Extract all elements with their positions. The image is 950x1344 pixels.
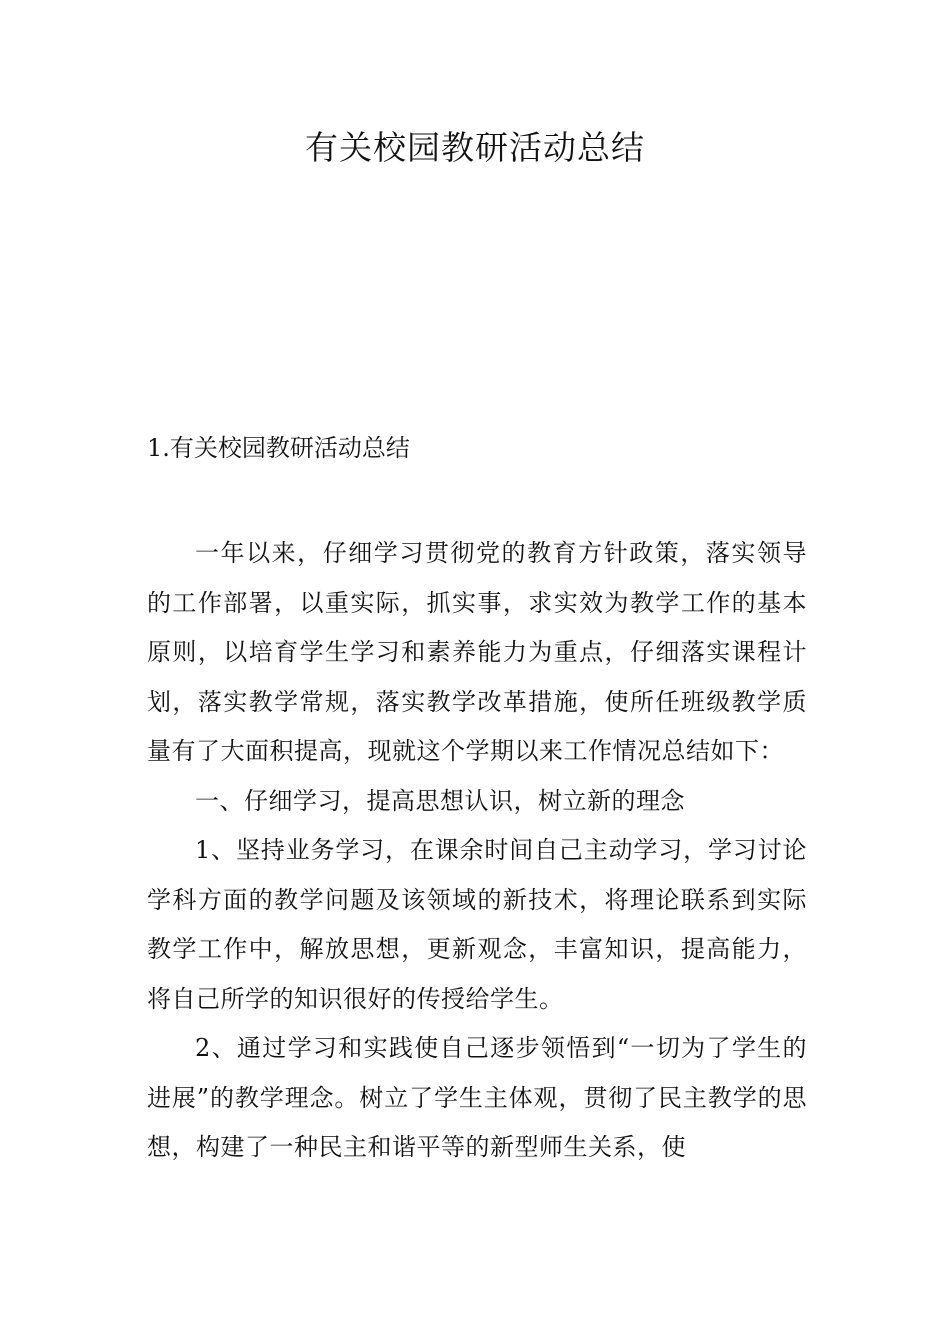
paragraph-subheading-1: 一、仔细学习，提高思想认识，树立新的理念 [195,786,685,815]
document-title: 有关校园教研活动总结 [305,128,645,167]
paragraph-item-2: 2、通过学习和实践使自己逐步领悟到“一切为了学生的进展”的教学理念。树立了学生主体观，贯彻了民主教学的思想，构建了一种民主和谐平等的新型师生关系，使 [147,1034,807,1161]
paragraph-item-1: 1、坚持业务学习，在课余时间自己主动学习，学习讨论学科方面的教学问题及该领域的新技术，将理论联系到实际教学工作中，解放思想，更新观念，丰富知识，提高能力，将自己所学的知识很好的传授给学生。 [147,836,807,1013]
paragraph-intro: 一年以来，仔细学习贯彻党的教育方针政策，落实领导的工作部署，以重实际，抓实事，求实效为教学工作的基本原则，以培育学生学习和素养能力为重点，仔细落实课程计划，落实教学常规，落实教学改革措施，使所任班级教学质量有了大面积提高，现就这个学期以来工作情况总结如下： [147,539,807,765]
section-heading: 1.有关校园教研活动总结 [147,434,410,462]
body-text [147,529,807,1173]
